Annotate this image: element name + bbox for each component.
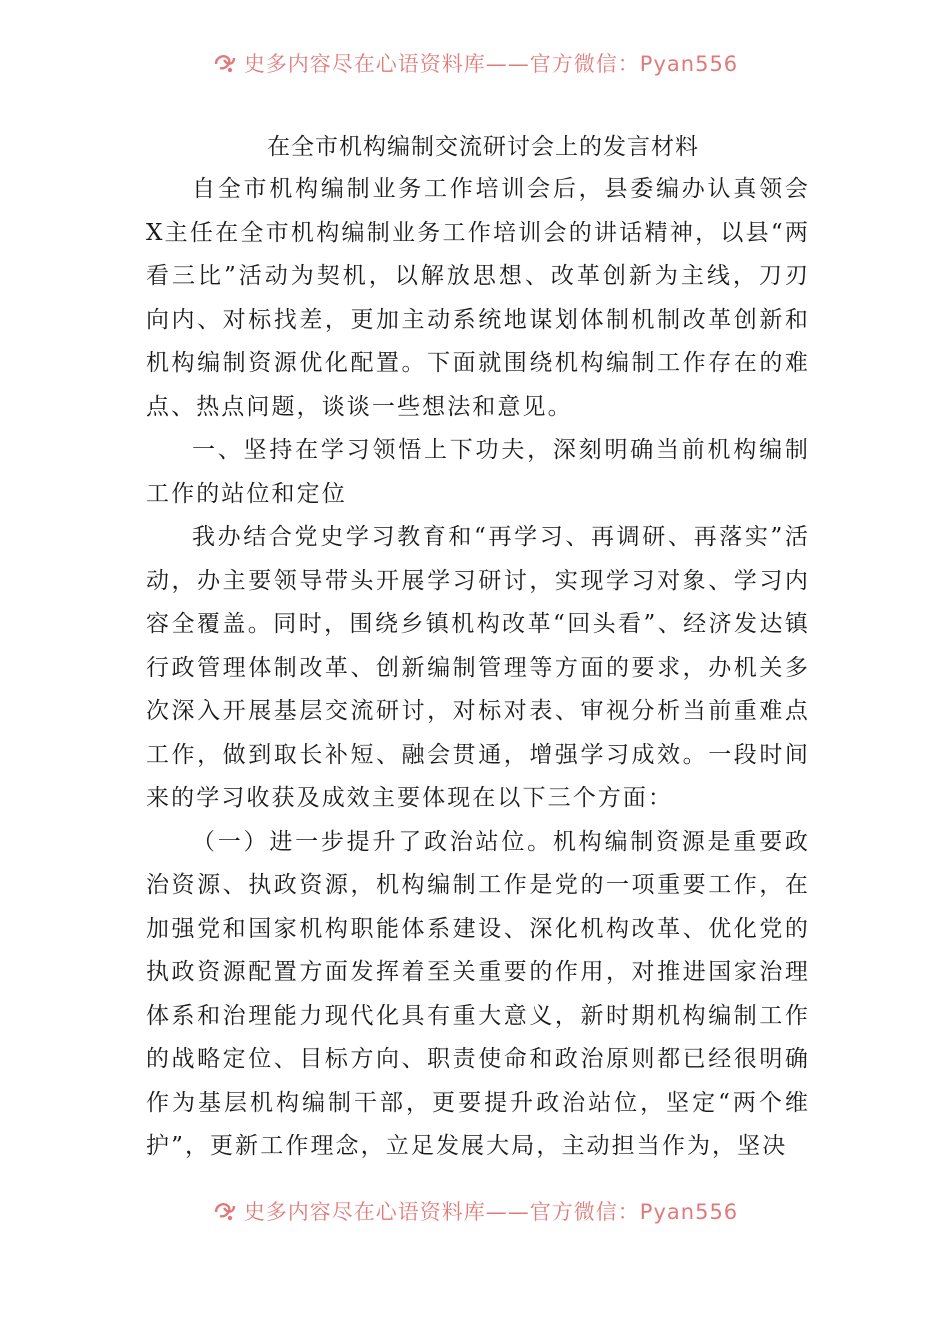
document-title: 在全市机构编制交流研讨会上的发言材料 xyxy=(267,134,699,160)
logo-icon xyxy=(212,1200,238,1224)
watermark-footer xyxy=(0,1200,950,1240)
document-body xyxy=(146,126,810,1169)
watermark-header xyxy=(0,52,950,92)
watermark-text: 史多内容尽在心语资料库——官方微信：Pyan556 xyxy=(243,1200,739,1224)
section-heading-1: 一、坚持在学习领悟上下功夫，深刻明确当前机构编制工作的站位和定位 xyxy=(146,437,810,507)
paragraph-intro: 自全市机构编制业务工作培训会后，县委编办认真领会X主任在全市机构编制业务工作培训会的讲话精神，以县“两看三比”活动为契机，以解放思想、改革创新为主线，刀刃向内、对标找差，更加主动系统地谋划体制机制改革创新和机构编制资源优化配置。下面就围绕机构编制工作存在的难点、热点问题，谈谈一些想法和意见。 xyxy=(146,176,810,420)
watermark-text: 史多内容尽在心语资料库——官方微信：Pyan556 xyxy=(243,52,739,76)
paragraph-political-standing: （一）进一步提升了政治站位。机构编制资源是重要政治资源、执政资源，机构编制工作是党的一项重要工作，在加强党和国家机构职能体系建设、深化机构改革、优化党的执政资源配置方面发挥着至关重要的作用，对推进国家治理体系和治理能力现代化具有重大意义，新时期机构编制工作的战略定位、目标方向、职责使命和政治原则都已经很明确作为基层机构编制干部，更要提升政治站位，坚定“两个维护”，更新工作理念，立足发展大局，主动担当作为，坚决 xyxy=(146,828,810,1159)
logo-icon xyxy=(212,52,238,76)
paragraph-study: 我办结合党史学习教育和“再学习、再调研、再落实”活动，办主要领导带头开展学习研讨，实现学习对象、学习内容全覆盖。同时，围绕乡镇机构改革“回头看”、经济发达镇行政管理体制改革、创新编制管理等方面的要求，办机关多次深入开展基层交流研讨，对标对表、审视分析当前重难点工作，做到取长补短、融会贯通，增强学习成效。一段时间来的学习收获及成效主要体现在以下三个方面： xyxy=(146,524,810,811)
